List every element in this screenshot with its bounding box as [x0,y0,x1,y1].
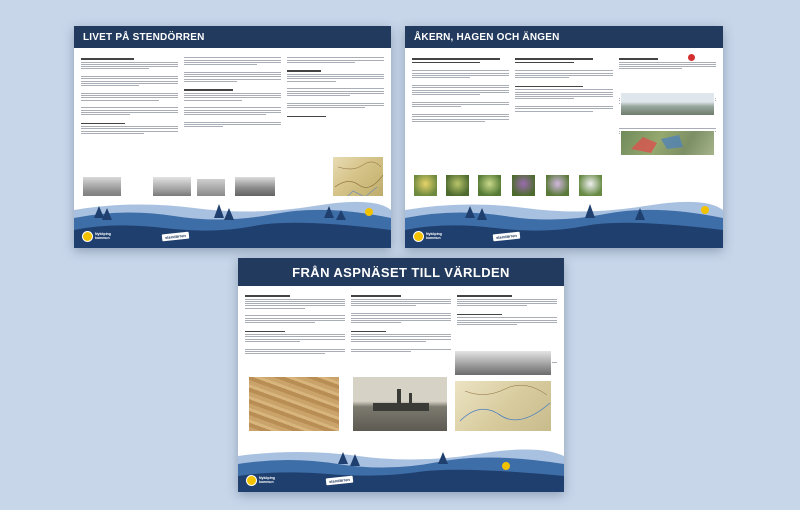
text-column [245,293,345,366]
landscape-illustration [74,196,391,248]
aerial-map [620,130,715,156]
wooden-crate-photo [248,376,340,432]
logo-text: Nyköping kommun [95,231,111,240]
plant-photo [445,174,470,198]
text-columns [81,56,384,135]
landscape-illustration [405,196,723,248]
plant-photo [578,174,603,198]
logo-emblem-icon [82,231,93,242]
landscape-footer [238,444,564,492]
text-column [412,56,509,135]
field-photo [620,92,715,116]
logo-emblem-icon [413,231,424,242]
municipality-logo [246,475,275,486]
panel-title: FRÅN ASPNÄSET TILL VÄRLDEN [292,264,510,280]
ship-silhouette [353,377,449,433]
logo-emblem-icon [246,475,257,486]
panel-akern-hagen-och-angen [405,26,723,248]
panel-header [405,26,723,48]
text-column [81,56,178,135]
plant-photo [545,174,570,198]
site-badge: stendörren [326,476,353,486]
panel-header [74,26,391,48]
text-column [184,56,281,135]
logo-text: Nyköping kommun [259,475,275,484]
map-lines [455,381,553,433]
archive-photo [454,350,552,376]
logo-text: Nyköping kommun [426,231,442,240]
site-badge: stendörren [493,232,520,242]
text-column [351,293,451,366]
landscape-footer [74,196,391,248]
panel-title: ÅKERN, HAGEN OCH ÄNGEN [414,31,560,43]
panel-header [238,258,564,286]
municipality-logo [413,231,442,242]
landscape-footer [405,196,723,248]
municipality-logo [82,231,111,242]
panel-livet-pa-stendorren [74,26,391,248]
text-column [287,56,384,135]
panel-title: LIVET PÅ STENDÖRREN [83,31,205,43]
landscape-illustration [238,444,564,492]
steamship-photo [352,376,448,432]
text-column [515,56,612,135]
plant-photo [413,174,438,198]
site-badge: stendörren [162,232,189,242]
old-map [454,380,552,432]
panel-fran-aspnaset-till-varlden [238,258,564,492]
aerial-markings [621,131,716,157]
plant-photo [477,174,502,198]
plant-photo [511,174,536,198]
